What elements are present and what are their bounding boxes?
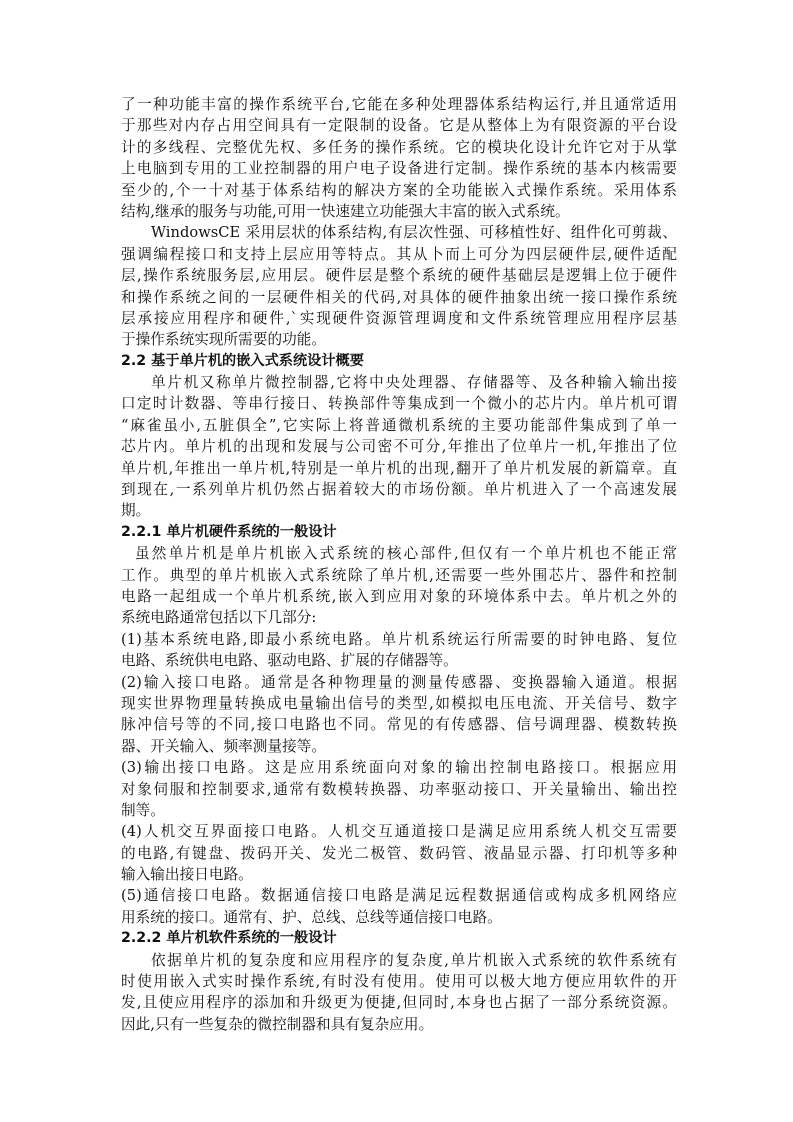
text-line: 依据单片机的复杂度和应用程序的复杂度,单片机嵌入式系统的软件系统有 bbox=[151, 951, 677, 969]
text-line: 结构,继承的服务与功能,可用一快速建立功能强大丰富的嵌入式系统。 bbox=[121, 202, 570, 220]
document-body bbox=[121, 94, 677, 1035]
text-line: 强调编程接口和支持上层应用等特点。其从卜而上可分为四层硬件层,硬件适配 bbox=[121, 245, 677, 263]
text-line: (3)输出接口电路。这是应用系统面向对象的输出控制电路接口。根据应用 bbox=[121, 759, 677, 777]
text-line: 时使用嵌入式实时操作系统,有时没有使用。使用可以极大地方便应用软件的开 bbox=[121, 973, 677, 991]
text-line: 工作。典型的单片机嵌入式系统除了单片机,还需要一些外围芯片、器件和控制 bbox=[121, 566, 677, 584]
section-heading: 2.2.2 单片机软件系统的一般设计 bbox=[121, 930, 337, 947]
text-line: 于那些对内存占用空间具有一定限制的设备。它是从整体上为有限资源的平台设 bbox=[121, 117, 677, 135]
text-line: 单片机又称单片微控制器,它将中央处理器、存储器等、及各种输入输出接 bbox=[151, 374, 677, 392]
text-line: 和操作系统之间的一层硬件相关的代码,对具体的硬件抽象出统一接口操作系统 bbox=[121, 288, 677, 306]
text-line: (4)人机交互界面接口电路。人机交互通道接口是满足应用系统人机交互需要 bbox=[121, 823, 677, 841]
text-line: (2)输入接口电路。通常是各种物理量的测量传感器、变换器输入通道。根据 bbox=[121, 673, 677, 691]
paragraph bbox=[121, 94, 677, 222]
text-line: 的电路,有键盘、拨码开关、发光二极管、数码管、液晶显示器、打印机等多种 bbox=[121, 844, 677, 862]
text-line: 层,操作系统服务层,应用层。硬件层是整个系统的硬件基础层是逻辑上位于硬件 bbox=[121, 267, 677, 285]
paragraph bbox=[121, 672, 677, 758]
text-line: 期。 bbox=[121, 502, 151, 520]
text-line: 计的多线程、完整优先权、多任务的操作系统。它的模块化设计允许它对于从掌 bbox=[121, 138, 677, 156]
text-line: (1)基本系统电路,即最小系统电路。单片机系统运行所需要的时钟电路、复位 bbox=[121, 630, 677, 648]
paragraph bbox=[121, 757, 677, 821]
text-line: 至少的,个一十对基于体系结构的解决方案的全功能嵌入式操作系统。采用体系 bbox=[121, 181, 677, 199]
text-line: 现实世界物理量转换成电量输出信号的类型,如模拟电压电流、开关信号、数字 bbox=[121, 694, 677, 712]
text-line: 虽然单片机是单片机嵌入式系统的核心部件,但仅有一个单片机也不能正常 bbox=[135, 545, 677, 563]
paragraph bbox=[121, 885, 677, 928]
text-line: 因此,只有一些复杂的微控制器和具有复杂应用。 bbox=[121, 1015, 434, 1033]
text-line: 脉冲信号等的不同,接口电路也不同。常见的有传感器、信号调理器、模数转换 bbox=[121, 716, 677, 734]
text-line: 电路一起组成一个单片机系统,嵌入到应用对象的环境体系中去。单片机之外的 bbox=[121, 587, 677, 605]
paragraph bbox=[121, 543, 677, 629]
text-line: 到现在,一系列单片机仍然占据着较大的市场份额。单片机进入了一个高速发展 bbox=[121, 481, 677, 499]
text-line: 口定时计数器、等串行接日、转换部件等集成到一个微小的芯片内。单片机可谓 bbox=[121, 395, 677, 413]
paragraph bbox=[121, 222, 677, 350]
text-line: 于操作系统实现所需要的功能。 bbox=[121, 331, 327, 349]
section-heading: 2.2 基于单片机的嵌入式系统设计概要 bbox=[121, 352, 364, 369]
text-line: 发,且使应用程序的添加和升级更为便捷,但同时,本身也占据了一部分系统资源。 bbox=[121, 994, 677, 1012]
paragraph bbox=[121, 629, 677, 672]
section-heading: 2.2.1 单片机硬件系统的一般设计 bbox=[121, 523, 337, 540]
text-line: 对象伺服和控制要求,通常有数模转换器、功率驱动接口、开关量输出、输出控 bbox=[121, 780, 677, 798]
text-line: (5)通信接口电路。数据通信接口电路是满足远程数据通信或构成多机网络应 bbox=[121, 887, 677, 905]
paragraph bbox=[121, 950, 677, 1036]
paragraph bbox=[121, 821, 677, 885]
text-line: 了一种功能丰富的操作系统平台,它能在多种处理器体系结构运行,并且通常适用 bbox=[121, 96, 677, 113]
text-line: WindowsCE 采用层状的体系结构,有层次性强、可移植性好、组件化可剪裁、 bbox=[151, 224, 677, 242]
text-line: 输入输出接日电路。 bbox=[121, 866, 253, 884]
paragraph bbox=[121, 372, 677, 522]
text-line: 芯片内。单片机的出现和发展与公司密不可分,年推出了位单片一机,年推出了位 bbox=[121, 438, 677, 456]
text-line: 系统电路通常包括以下几部分: bbox=[121, 609, 317, 627]
text-line: “麻雀虽小,五脏俱全”,它实际上将普通微机系统的主要功能部件集成到了单一 bbox=[121, 416, 677, 434]
text-line: 层承接应用程序和硬件,`实现硬件资源管理调度和文件系统管理应用程序层基 bbox=[121, 309, 677, 327]
text-line: 单片机,年推出一单片机,特别是一单片机的出现,翻开了单片机发展的新篇章。直 bbox=[121, 459, 677, 477]
text-line: 制等。 bbox=[121, 801, 165, 819]
text-line: 器、开关输入、频率测量接等。 bbox=[121, 737, 327, 755]
text-line: 用系统的接口。通常有、护、总线、总线等通信接口电路。 bbox=[121, 908, 502, 926]
text-line: 上电脑到专用的工业控制器的用户电子设备进行定制。操作系统的基本内核需要 bbox=[121, 160, 677, 178]
text-line: 电路、系统供电电路、驱动电路、扩展的存储器等。 bbox=[121, 652, 458, 670]
